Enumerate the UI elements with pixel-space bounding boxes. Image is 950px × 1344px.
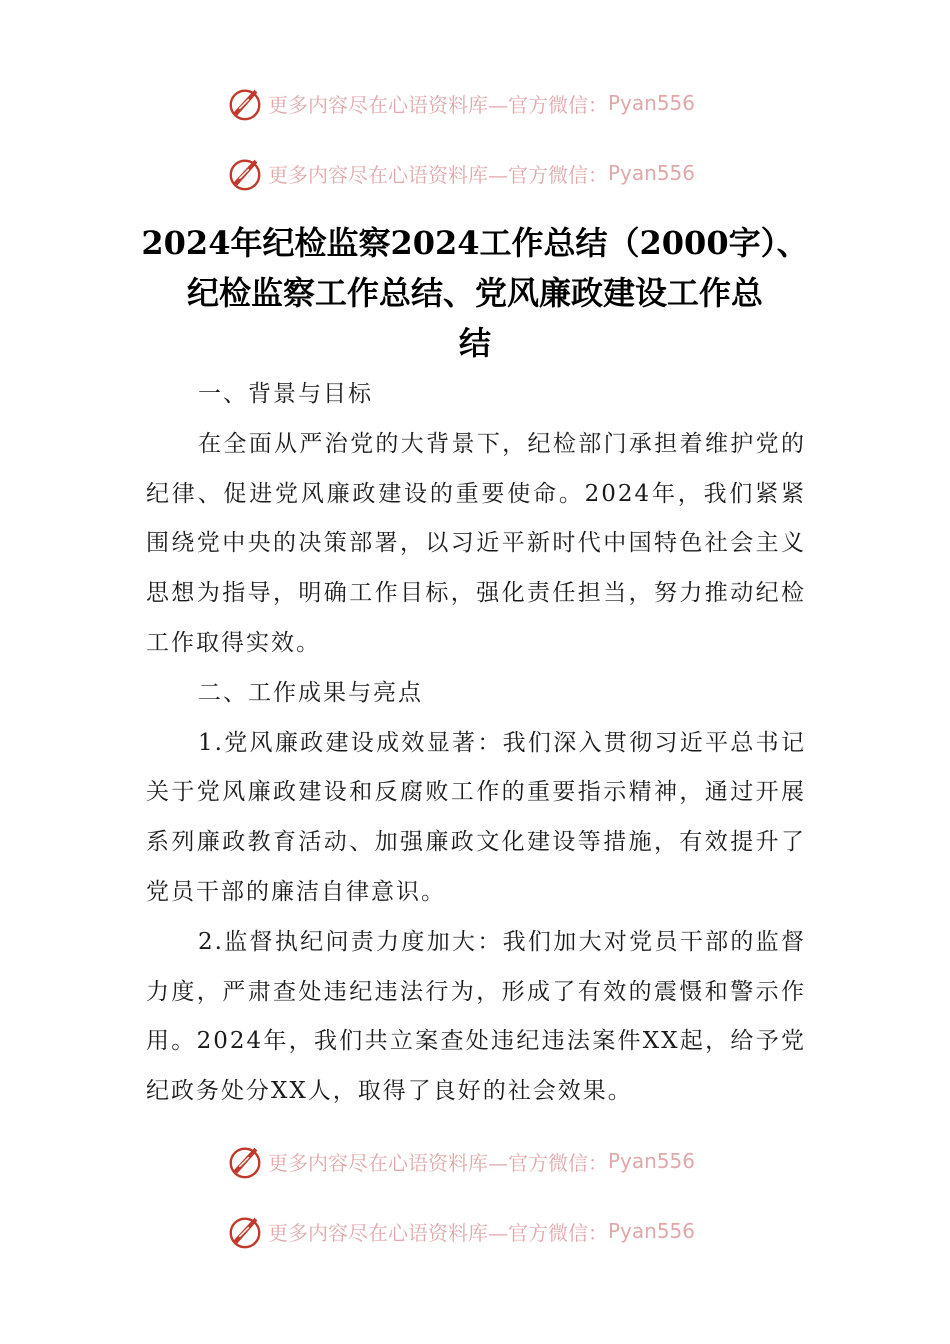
quill-logo-icon (226, 1142, 264, 1180)
watermark-id: Pyan556 (608, 1149, 696, 1173)
quill-logo-icon (226, 154, 264, 192)
section-heading-background: 一、背景与目标 (198, 381, 373, 407)
watermark-text: 更多内容尽在心语资料库—官方微信： (268, 1220, 608, 1245)
watermark-text: 更多内容尽在心语资料库—官方微信： (268, 92, 608, 117)
title-line-2: 纪检监察工作总结、党风廉政建设工作总 (186, 274, 763, 312)
document-body (146, 370, 806, 1117)
title-line-3: 结 (458, 324, 491, 362)
watermark-text: 更多内容尽在心语资料库—官方微信： (268, 1150, 608, 1175)
document-title (100, 218, 850, 368)
quill-logo-icon (226, 1212, 264, 1250)
title-line-1: 2024年纪检监察2024工作总结（2000字）、 (141, 224, 809, 262)
watermark-top-2 (226, 153, 746, 193)
watermark-top-1 (226, 83, 746, 123)
paragraph-background: 在全面从严治党的大背景下，纪检部门承担着维护党的纪律、促进党风廉政建设的重要使命。2024年，我们紧紧围绕党中央的决策部署，以习近平新时代中国特色社会主义思想为指导，明确工作目标，强化责任担当，努力推动纪检工作取得实效。 (146, 430, 806, 656)
quill-logo-icon (226, 84, 264, 122)
paragraph-achievement-2: 2.监督执纪问责力度加大：我们加大对党员干部的监督力度，严肃查处违纪违法行为，形成了有效的震慑和警示作用。2024年，我们共立案查处违纪违法案件XX起，给予党纪政务处分XX人，取得了良好的社会效果。 (146, 928, 806, 1105)
watermark-id: Pyan556 (608, 91, 696, 115)
paragraph-achievement-1: 1.党风廉政建设成效显著：我们深入贯彻习近平总书记关于党风廉政建设和反腐败工作的重要指示精神，通过开展系列廉政教育活动、加强廉政文化建设等措施，有效提升了党员干部的廉洁自律意识。 (146, 729, 806, 905)
watermark-id: Pyan556 (608, 1219, 696, 1243)
watermark-bottom-2 (226, 1211, 746, 1251)
section-heading-achievements: 二、工作成果与亮点 (198, 679, 423, 706)
watermark-id: Pyan556 (608, 161, 696, 185)
watermark-bottom-1 (226, 1141, 746, 1181)
watermark-text: 更多内容尽在心语资料库—官方微信： (268, 162, 608, 187)
